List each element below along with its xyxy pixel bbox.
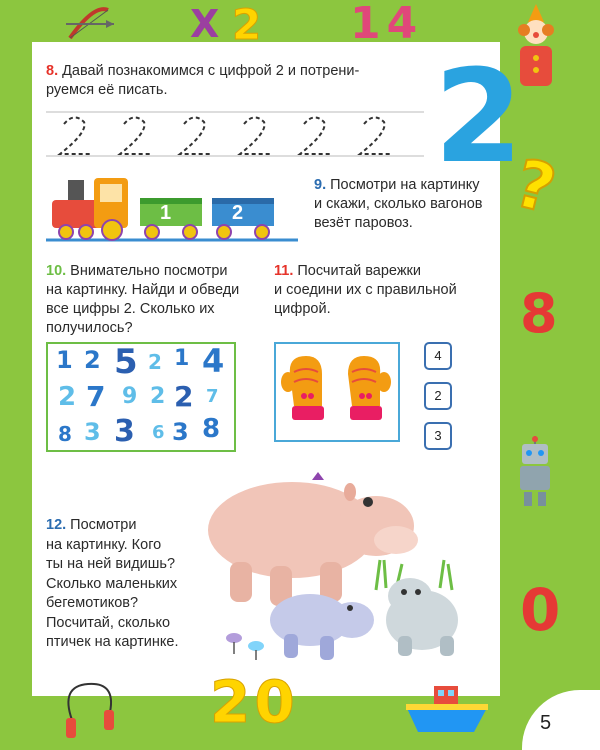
- grid-digit-7[interactable]: 7: [206, 386, 219, 407]
- multiply-sign-decor: X: [190, 2, 220, 46]
- mittens-box: [274, 342, 400, 442]
- question-mark-decor: ?: [507, 144, 564, 229]
- task-11-text: [274, 262, 504, 319]
- task-12-number: 12.: [46, 517, 67, 533]
- task-10-line-1: Внимательно посмотри: [70, 263, 228, 279]
- task-9-line-1: Посмотри на картинку: [330, 177, 480, 193]
- grid-digit-3[interactable]: 3: [114, 414, 135, 449]
- answer-choice-3[interactable]: 3: [424, 422, 452, 450]
- grid-digit-2[interactable]: 2: [150, 384, 166, 409]
- task-11-line-1: Посчитай варежки: [297, 263, 421, 279]
- task-12-line-7: птичек на картинке.: [46, 634, 179, 650]
- grid-digit-9[interactable]: 9: [122, 384, 138, 409]
- digit-eight-character: 8: [520, 282, 558, 345]
- task-11-line-2: и соедини их с правильной: [274, 282, 457, 298]
- task-8-text: [46, 62, 426, 100]
- digits-two-zero-characters: 20: [210, 668, 299, 736]
- task-11-line-3: цифрой.: [274, 301, 331, 317]
- answer-choice-2[interactable]: 2: [424, 382, 452, 410]
- task-11-number: 11.: [274, 263, 294, 279]
- grid-digit-3[interactable]: 3: [172, 418, 189, 446]
- grid-digit-5[interactable]: 5: [114, 342, 138, 382]
- page-number: 5: [540, 712, 552, 734]
- jump-rope-icon: [60, 676, 120, 742]
- task-9-line-3: везёт паровоз.: [314, 215, 413, 231]
- digit-two-character: 2: [232, 0, 262, 49]
- small-hippo-grey: [386, 578, 458, 656]
- task-10-line-2: на картинку. Найди и обведи: [46, 282, 240, 298]
- grid-digit-1[interactable]: 1: [56, 346, 73, 374]
- task-10-line-3: все цифры 2. Сколько их: [46, 301, 215, 317]
- digit-two-tracing-row[interactable]: [46, 110, 424, 158]
- digits-one-four-characters: 14: [350, 0, 424, 49]
- task-10-number: 10.: [46, 263, 67, 279]
- task-8-line-2: руемся её писать.: [46, 82, 168, 98]
- grid-digit-2[interactable]: 2: [148, 350, 162, 374]
- grid-digit-8[interactable]: 8: [202, 414, 221, 444]
- grid-digit-4[interactable]: 4: [202, 342, 225, 380]
- grid-digit-2[interactable]: 2: [174, 380, 194, 413]
- grid-digit-6[interactable]: 6: [152, 422, 165, 443]
- task-8-number: 8.: [46, 63, 59, 79]
- grid-digit-2[interactable]: 2: [58, 382, 77, 412]
- big-digit-two: 2: [434, 43, 524, 192]
- task-12-line-6: Посчитай, сколько: [46, 614, 171, 631]
- task-12-line-3: ты на ней видишь?: [46, 556, 176, 572]
- hippos-illustration: [200, 470, 476, 674]
- wagon-2-number: 2: [232, 202, 244, 224]
- task-9-number: 9.: [314, 177, 327, 193]
- task-8-line-1: Давай познакомимся с цифрой 2 и потрени-: [62, 63, 360, 79]
- robot-toy-icon: [514, 436, 556, 508]
- task-10-line-4: получилось?: [46, 320, 133, 336]
- digit-zero-character: 0: [520, 576, 561, 644]
- mittens-illustration: [276, 344, 398, 440]
- task-10-text: [46, 262, 266, 338]
- task-12-line-2: на картинку. Кого: [46, 536, 162, 553]
- birds: [226, 633, 264, 660]
- numbers-search-grid[interactable]: [46, 342, 236, 452]
- task-12-line-1: Посмотри: [70, 517, 137, 533]
- task-12-line-4: Сколько маленьких: [46, 575, 178, 592]
- task-9-text: [314, 176, 504, 233]
- bow-arrow-icon: [64, 4, 116, 44]
- task-9-line-2: и скажи, сколько вагонов: [314, 196, 483, 212]
- task-12-line-5: бегемотиков?: [46, 595, 139, 611]
- grid-digit-7[interactable]: 7: [86, 380, 106, 413]
- answer-choice-4[interactable]: 4: [424, 342, 452, 370]
- grid-digit-2[interactable]: 2: [84, 346, 101, 374]
- train-illustration: [46, 172, 298, 244]
- toy-boat-icon: [404, 682, 490, 740]
- task-12-text: [46, 516, 216, 653]
- grid-digit-1[interactable]: 1: [174, 346, 190, 371]
- small-hippo-purple: [270, 594, 374, 660]
- grid-digit-3[interactable]: 3: [84, 418, 101, 446]
- page-number-tab: [522, 690, 600, 750]
- wagon-1-number: 1: [160, 202, 172, 224]
- grid-digit-8[interactable]: 8: [58, 422, 72, 446]
